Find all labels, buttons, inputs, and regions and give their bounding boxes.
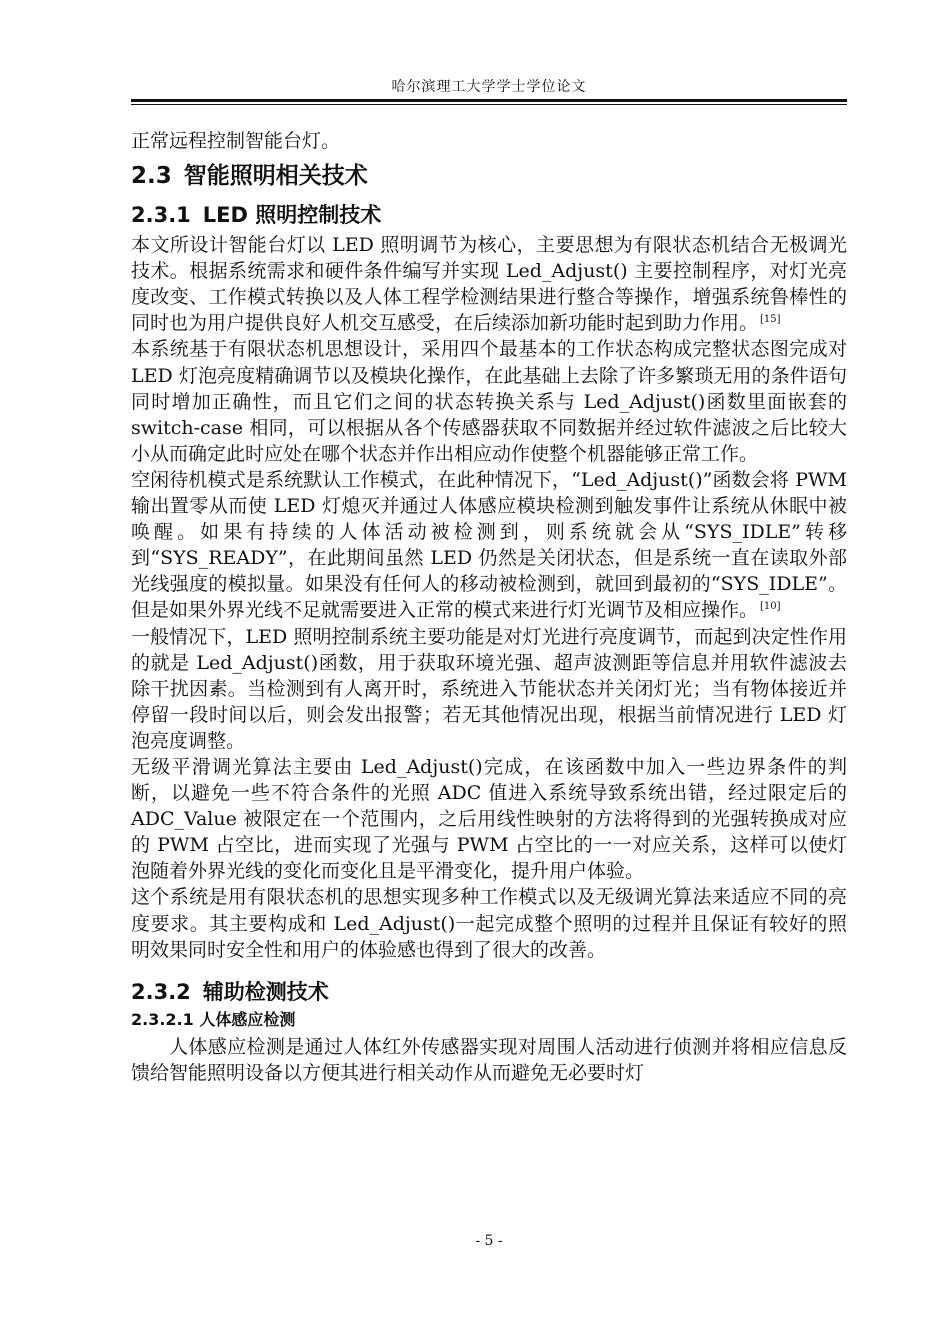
paragraph-1-text: 本文所设计智能台灯以 LED 照明调节为核心，主要思想为有限状态机结合无极调光技术。根据系统需求和硬件条件编写并实现 Led_Adjust() 主要控制程序，对灯光亮度改变、工作模式转换以及人体工程学检测结果进行整合等操作，增强系统鲁棒性的同时也为用户提供良好人机交互感受，在后续添加新功能时起到助力作用。 (131, 234, 847, 335)
section-title: 智能照明相关技术 (183, 163, 368, 190)
subsubsection-title: 人体感应检测 (199, 1009, 296, 1029)
paragraph-5 (131, 754, 847, 884)
section-number: 2.3 (131, 163, 172, 190)
paragraph-5-text: 无级平滑调光算法主要由 Led_Adjust()完成，在该函数中加入一些边界条件的判断，以避免一些不符合条件的光照 ADC 值进入系统导致系统出错，经过限定后的 ADC_Value 被限定在一个范围内，之后用线性映射的方法将得到的光强转换成对应的 PWM 占空比，进而实现了光强与 PWM 占空比的一一对应关系，这样可以使灯泡随着外界光线的变化而变化且是平滑变化，提升用户体验。 (131, 755, 847, 883)
section-heading (131, 160, 847, 192)
paragraph-6-text: 这个系统是用有限状态机的思想实现多种工作模式以及无级调光算法来适应不同的亮度要求。其主要构成和 Led_Adjust()一起完成整个照明的过程并且保证有较好的照明效果同时安全性和用户的体验感也得到了很大的改善。 (131, 886, 847, 961)
header-rule-thick (131, 99, 847, 102)
paragraph-4 (131, 624, 847, 754)
paragraph-3-text: 空闲待机模式是系统默认工作模式，在此种情况下，“Led_Adjust()”函数会将 PWM 输出置零从而使 LED 灯熄灭并通过人体感应模块检测到触发事件让系统从休眠中被唤醒。如果有持续的人体活动被检测到，则系统就会从“SYS_IDLE”转移到“SYS_READY”，在此期间虽然 LED 仍然是关闭状态，但是系统一直在读取外部光线强度的模拟量。如果没有任何人的移动被检测到，就回到最初的“SYS_IDLE”。但是如果外界光线不足就需要进入正常的模式来进行灯光调节及相应操作。 (131, 468, 847, 622)
paragraph-1 (131, 232, 847, 336)
subsection-heading-2 (131, 977, 847, 1007)
continuation-line: 正常远程控制智能台灯。 (131, 130, 341, 152)
paragraph-4-text: 一般情况下，LED 照明控制系统主要功能是对灯光进行亮度调节，而起到决定性作用的就是 Led_Adjust()函数，用于获取环境光强、超声波测距等信息并用软件滤波去除干扰因素。当检测到有人离开时，系统进入节能状态并关闭灯光；当有物体接近并停留一段时间以后，则会发出报警；若无其他情况出现，根据当前情况进行 LED 灯泡亮度调整。 (131, 625, 847, 752)
subsubsection-number: 2.3.2.1 (131, 1009, 194, 1029)
paper-body (131, 128, 847, 1086)
page-number: - 5 - (475, 1233, 503, 1249)
subsection-title-2: 辅助检测技术 (202, 979, 329, 1004)
paragraph-2-text: 本系统基于有限状态机思想设计，采用四个最基本的工作状态构成完整状态图完成对 LED 灯泡亮度精确调节以及模块化操作，在此基础上去除了许多繁琐无用的条件语句同时增加正确性，而且它们之间的状态转换关系与 Led_Adjust()函数里面嵌套的 switch-case 相同，可以根据从各个传感器获取不同数据并经过软件滤波之后比较大小从而确定此时应处在哪个状态并作出相应动作使整个机器能够正常工作。 (131, 338, 847, 465)
subsection-number-1: 2.3.1 (131, 203, 191, 228)
subsection-heading-1 (131, 200, 847, 230)
running-header: 哈尔滨理工大学学士学位论文 (391, 79, 587, 95)
header-rule-thin (131, 104, 847, 105)
paragraph-2 (131, 336, 847, 466)
subsection-number-2: 2.3.2 (131, 979, 191, 1004)
subsubsection-heading (131, 1009, 847, 1031)
paragraph-7: 人体感应检测是通过人体红外传感器实现对周围人活动进行侦测并将相应信息反馈给智能照明设备以方便其进行相关动作从而避免无必要时灯 (131, 1035, 847, 1084)
paragraph-3 (131, 467, 847, 624)
citation-15: [15] (760, 314, 781, 326)
subsection-title-1: LED 照明控制技术 (202, 203, 382, 228)
citation-10: [10] (760, 601, 781, 613)
paragraph-6 (131, 884, 847, 962)
